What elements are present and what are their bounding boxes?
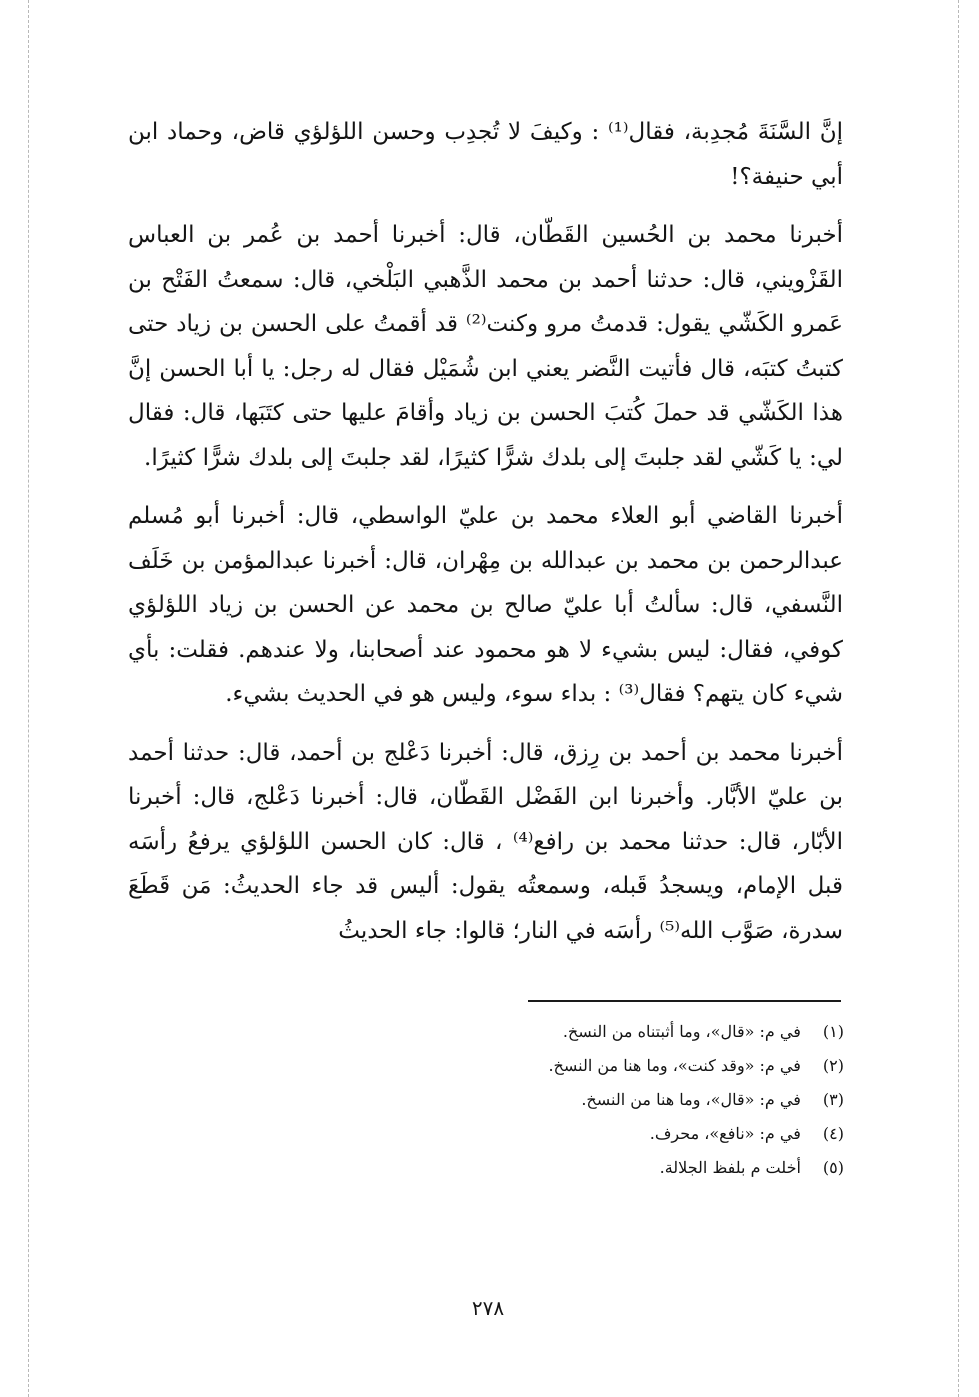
footnote-number: (٥) [822, 1158, 844, 1177]
main-text [128, 110, 843, 967]
footnote-2 [444, 1049, 844, 1083]
footnote-divider [528, 1000, 841, 1002]
footnote-text: في م: «وقد كنت»، وما هنا من النسخ. [548, 1056, 801, 1075]
paragraph-text: أخبرنا محمد بن الحُسين القَطّان، قال: أخبرنا أحمد بن عُمر بن العباس القَزْويني، قال: حدثنا أحمد بن محمد الذَّهبي البَلْخي، قال: سمعتُ الفَتْح بن عَمرو الكَشّي يقول: قدمتُ مرو وكنت⁽²⁾ قد أقمتُ على الحسن بن زياد حتى كتبتُ كتبَه، قال فأتيت النَّضر يعني ابن شُمَيْل فقال له رجل: يا أبا الحسن إنَّ هذا الكَشّي قد حملَ كُتبَ الحسن بن زياد وأقامَ عليها حتى كتَبَها، قال: فقال لي: يا كَشّي لقد جلبتَ إلى بلدك شرًّا كثيرًا، لقد جلبتَ إلى بلدك شرًّا كثيرًا. [128, 222, 844, 471]
footnote-text: في م: «قال»، وما أثبتناه من النسخ. [562, 1022, 801, 1041]
footnote-number: (٢) [822, 1056, 844, 1075]
scan-edge-left [28, 0, 29, 1397]
scan-edge-right [958, 0, 959, 1397]
paragraph-3 [128, 494, 843, 717]
footnote-number: (٤) [822, 1124, 844, 1143]
footnote-4 [444, 1117, 844, 1151]
footnote-text: أخلت م بلفظ الجلالة. [659, 1158, 801, 1177]
paragraph-text: أخبرنا القاضي أبو العلاء محمد بن عليّ الواسطي، قال: أخبرنا أبو مُسلم عبدالرحمن بن محمد بن عبدالله بن مِهْران، قال: أخبرنا عبدالمؤمن بن خَلَف النَّسفي، قال: سألتُ أبا عليّ صالح بن محمد عن الحسن بن زياد اللؤلؤي كوفي، فقال: ليس بشيء لا هو محمود عند أصحابنا، ولا عندهم. فقلت: بأي شيء كان يتهم؟ فقال⁽³⁾ : بداء سوء، وليس هو في الحديث بشيء. [128, 503, 843, 707]
paragraph-4 [128, 731, 843, 954]
paragraph-1 [128, 110, 843, 199]
footnote-3 [444, 1083, 844, 1117]
footnote-1 [444, 1015, 844, 1049]
footnote-number: (١) [822, 1022, 844, 1041]
footnote-text: في م: «نافع»، محرف. [649, 1124, 801, 1143]
footnotes [444, 1015, 844, 1185]
page-number: ٢٧٨ [471, 1296, 505, 1320]
footnote-number: (٣) [822, 1090, 844, 1109]
paragraph-text: إنَّ السَّنَةَ مُجدِبة، فقال⁽¹⁾ : وكيفَ لا تُجدِب وحسن اللؤلؤي قاض، وحماد ابن أبي حنيفة؟! [128, 119, 844, 190]
paragraph-text: أخبرنا محمد بن أحمد بن رِزق، قال: أخبرنا دَعْلج بن أحمد، قال: حدثنا أحمد بن عليّ الأبَّار. وأخبرنا ابن الفَضْل القَطّان، قال: أخبرنا دَعْلج، قال: أخبرنا الأبّار، قال: حدثنا محمد بن رافع⁽⁴⁾ ، قال: كان الحسن اللؤلؤي يرفعُ رأسَه قبل الإمام، ويسجدُ قَبله، وسمعتُه يقول: أليس قد جاء الحديثُ: مَن قَطَعَ سدرة، صَوَّب الله⁽⁵⁾ رأسَه في النار؛ قالوا: جاء الحديثُ [128, 739, 844, 944]
footnote-5 [444, 1151, 844, 1185]
paragraph-2 [128, 213, 843, 480]
footnote-text: في م: «قال»، وما هنا من النسخ. [581, 1090, 801, 1109]
